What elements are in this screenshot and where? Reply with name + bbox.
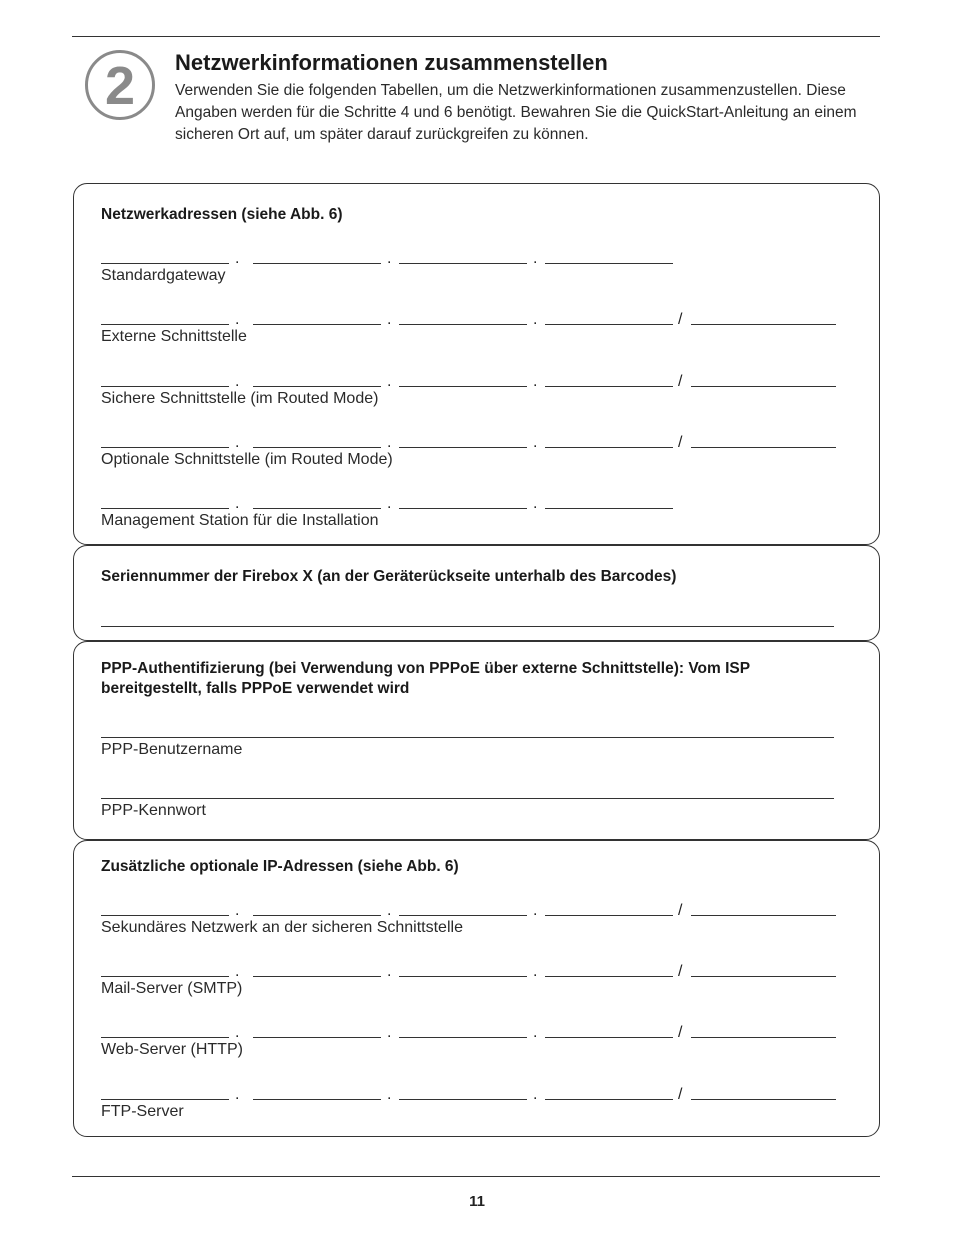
subnet-mask-blank[interactable] (691, 447, 836, 448)
octet-separator-dot: . (387, 902, 392, 919)
ip-octet-1-blank[interactable] (101, 508, 229, 509)
subnet-mask-blank[interactable] (691, 386, 836, 387)
ip-octet-1-blank[interactable] (101, 263, 229, 264)
ip-octet-4-blank[interactable] (545, 324, 673, 325)
ip-octet-3-blank[interactable] (399, 386, 527, 387)
mask-separator-slash: / (678, 1086, 683, 1103)
ip-octet-1-blank[interactable] (101, 915, 229, 916)
ip-octet-4-blank[interactable] (545, 447, 673, 448)
octet-separator-dot: . (533, 373, 538, 390)
serial-number-title: Seriennummer der Firebox X (an der Geräterückseite unterhalb des Barcodes) (101, 568, 677, 585)
subnet-mask-blank[interactable] (691, 324, 836, 325)
subnet-mask-blank[interactable] (691, 1099, 836, 1100)
octet-separator-dot: . (533, 250, 538, 267)
ip-octet-2-blank[interactable] (253, 508, 381, 509)
mask-separator-slash: / (678, 963, 683, 980)
octet-separator-dot: . (533, 434, 538, 451)
optional-interface-label: Optionale Schnittstelle (im Routed Mode) (101, 451, 393, 468)
page-number: 11 (469, 1193, 485, 1210)
subnet-mask-blank[interactable] (691, 1037, 836, 1038)
step-number-badge (85, 50, 155, 120)
octet-separator-dot: . (235, 1086, 240, 1103)
ip-octet-1-blank[interactable] (101, 1037, 229, 1038)
ip-octet-4-blank[interactable] (545, 1037, 673, 1038)
ip-octet-2-blank[interactable] (253, 447, 381, 448)
mask-separator-slash: / (678, 311, 683, 328)
mask-separator-slash: / (678, 434, 683, 451)
octet-separator-dot: . (387, 1086, 392, 1103)
ip-octet-3-blank[interactable] (399, 263, 527, 264)
network-addresses-box (73, 183, 880, 545)
ip-octet-3-blank[interactable] (399, 447, 527, 448)
ip-octet-2-blank[interactable] (253, 1099, 381, 1100)
step-number: 2 (104, 56, 136, 116)
optional-ips-title: Zusätzliche optionale IP-Adressen (siehe Abb. 6) (101, 858, 459, 875)
ip-octet-4-blank[interactable] (545, 915, 673, 916)
octet-separator-dot: . (235, 902, 240, 919)
ppp-username-label: PPP-Benutzername (101, 741, 243, 758)
ip-octet-2-blank[interactable] (253, 324, 381, 325)
ip-octet-1-blank[interactable] (101, 386, 229, 387)
octet-separator-dot: . (533, 495, 538, 512)
octet-separator-dot: . (235, 434, 240, 451)
mail-server-label: Mail-Server (SMTP) (101, 980, 243, 997)
subnet-mask-blank[interactable] (691, 976, 836, 977)
mask-separator-slash: / (678, 902, 683, 919)
mask-separator-slash: / (678, 1024, 683, 1041)
trusted-interface-label: Sichere Schnittstelle (im Routed Mode) (101, 390, 379, 407)
ppp-password-label: PPP-Kennwort (101, 802, 206, 819)
ip-octet-2-blank[interactable] (253, 915, 381, 916)
subnet-mask-blank[interactable] (691, 915, 836, 916)
octet-separator-dot: . (533, 1086, 538, 1103)
ip-octet-4-blank[interactable] (545, 386, 673, 387)
bottom-rule (72, 1176, 880, 1177)
ppp-username-field[interactable] (101, 737, 834, 738)
ip-octet-4-blank[interactable] (545, 263, 673, 264)
octet-separator-dot: . (533, 902, 538, 919)
ip-octet-1-blank[interactable] (101, 447, 229, 448)
page-title: Netzwerkinformationen zusammenstellen (175, 50, 608, 75)
top-rule (72, 36, 880, 37)
octet-separator-dot: . (387, 495, 392, 512)
octet-separator-dot: . (533, 963, 538, 980)
octet-separator-dot: . (235, 373, 240, 390)
octet-separator-dot: . (387, 250, 392, 267)
octet-separator-dot: . (387, 963, 392, 980)
ip-octet-3-blank[interactable] (399, 324, 527, 325)
ppp-auth-title-line1: PPP-Authentifizierung (bei Verwendung von PPPoE über externe Schnittstelle): Vom ISP (101, 660, 751, 677)
ftp-server-label: FTP-Server (101, 1103, 184, 1120)
ip-octet-3-blank[interactable] (399, 1099, 527, 1100)
ip-octet-2-blank[interactable] (253, 976, 381, 977)
ip-octet-3-blank[interactable] (399, 1037, 527, 1038)
ppp-password-field[interactable] (101, 798, 834, 799)
ip-octet-3-blank[interactable] (399, 915, 527, 916)
ip-octet-4-blank[interactable] (545, 976, 673, 977)
octet-separator-dot: . (387, 311, 392, 328)
octet-separator-dot: . (387, 1024, 392, 1041)
octet-separator-dot: . (533, 1024, 538, 1041)
ip-octet-1-blank[interactable] (101, 976, 229, 977)
octet-separator-dot: . (235, 963, 240, 980)
standard-gateway-label: Standardgateway (101, 267, 226, 284)
ip-octet-3-blank[interactable] (399, 508, 527, 509)
octet-separator-dot: . (235, 495, 240, 512)
ppp-auth-title-line2: bereitgestellt, falls PPPoE verwendet wird (101, 680, 410, 697)
secondary-network-label: Sekundäres Netzwerk an der sicheren Schnittstelle (101, 919, 463, 936)
ip-octet-2-blank[interactable] (253, 263, 381, 264)
ip-octet-4-blank[interactable] (545, 508, 673, 509)
octet-separator-dot: . (387, 434, 392, 451)
ip-octet-2-blank[interactable] (253, 386, 381, 387)
serial-number-field[interactable] (101, 626, 834, 627)
octet-separator-dot: . (533, 311, 538, 328)
ip-octet-3-blank[interactable] (399, 976, 527, 977)
web-server-label: Web-Server (HTTP) (101, 1041, 243, 1058)
octet-separator-dot: . (235, 250, 240, 267)
octet-separator-dot: . (387, 373, 392, 390)
octet-separator-dot: . (235, 1024, 240, 1041)
ip-octet-1-blank[interactable] (101, 1099, 229, 1100)
ip-octet-4-blank[interactable] (545, 1099, 673, 1100)
network-addresses-title: Netzwerkadressen (siehe Abb. 6) (101, 206, 343, 223)
intro-paragraph: Verwenden Sie die folgenden Tabellen, um die Netzwerkinformationen zusammenzustellen. Diese Angaben werden für die Schritte 4 und 6 benötigt. Bewahren Sie die QuickStart-Anleitung an einem sicheren Ort auf, um später darauf zurückgreifen zu können. (175, 82, 857, 143)
ip-octet-1-blank[interactable] (101, 324, 229, 325)
mask-separator-slash: / (678, 373, 683, 390)
management-station-label: Management Station für die Installation (101, 512, 379, 529)
ip-octet-2-blank[interactable] (253, 1037, 381, 1038)
octet-separator-dot: . (235, 311, 240, 328)
external-interface-label: Externe Schnittstelle (101, 328, 247, 345)
ftp-server-ip-field (101, 1085, 841, 1105)
